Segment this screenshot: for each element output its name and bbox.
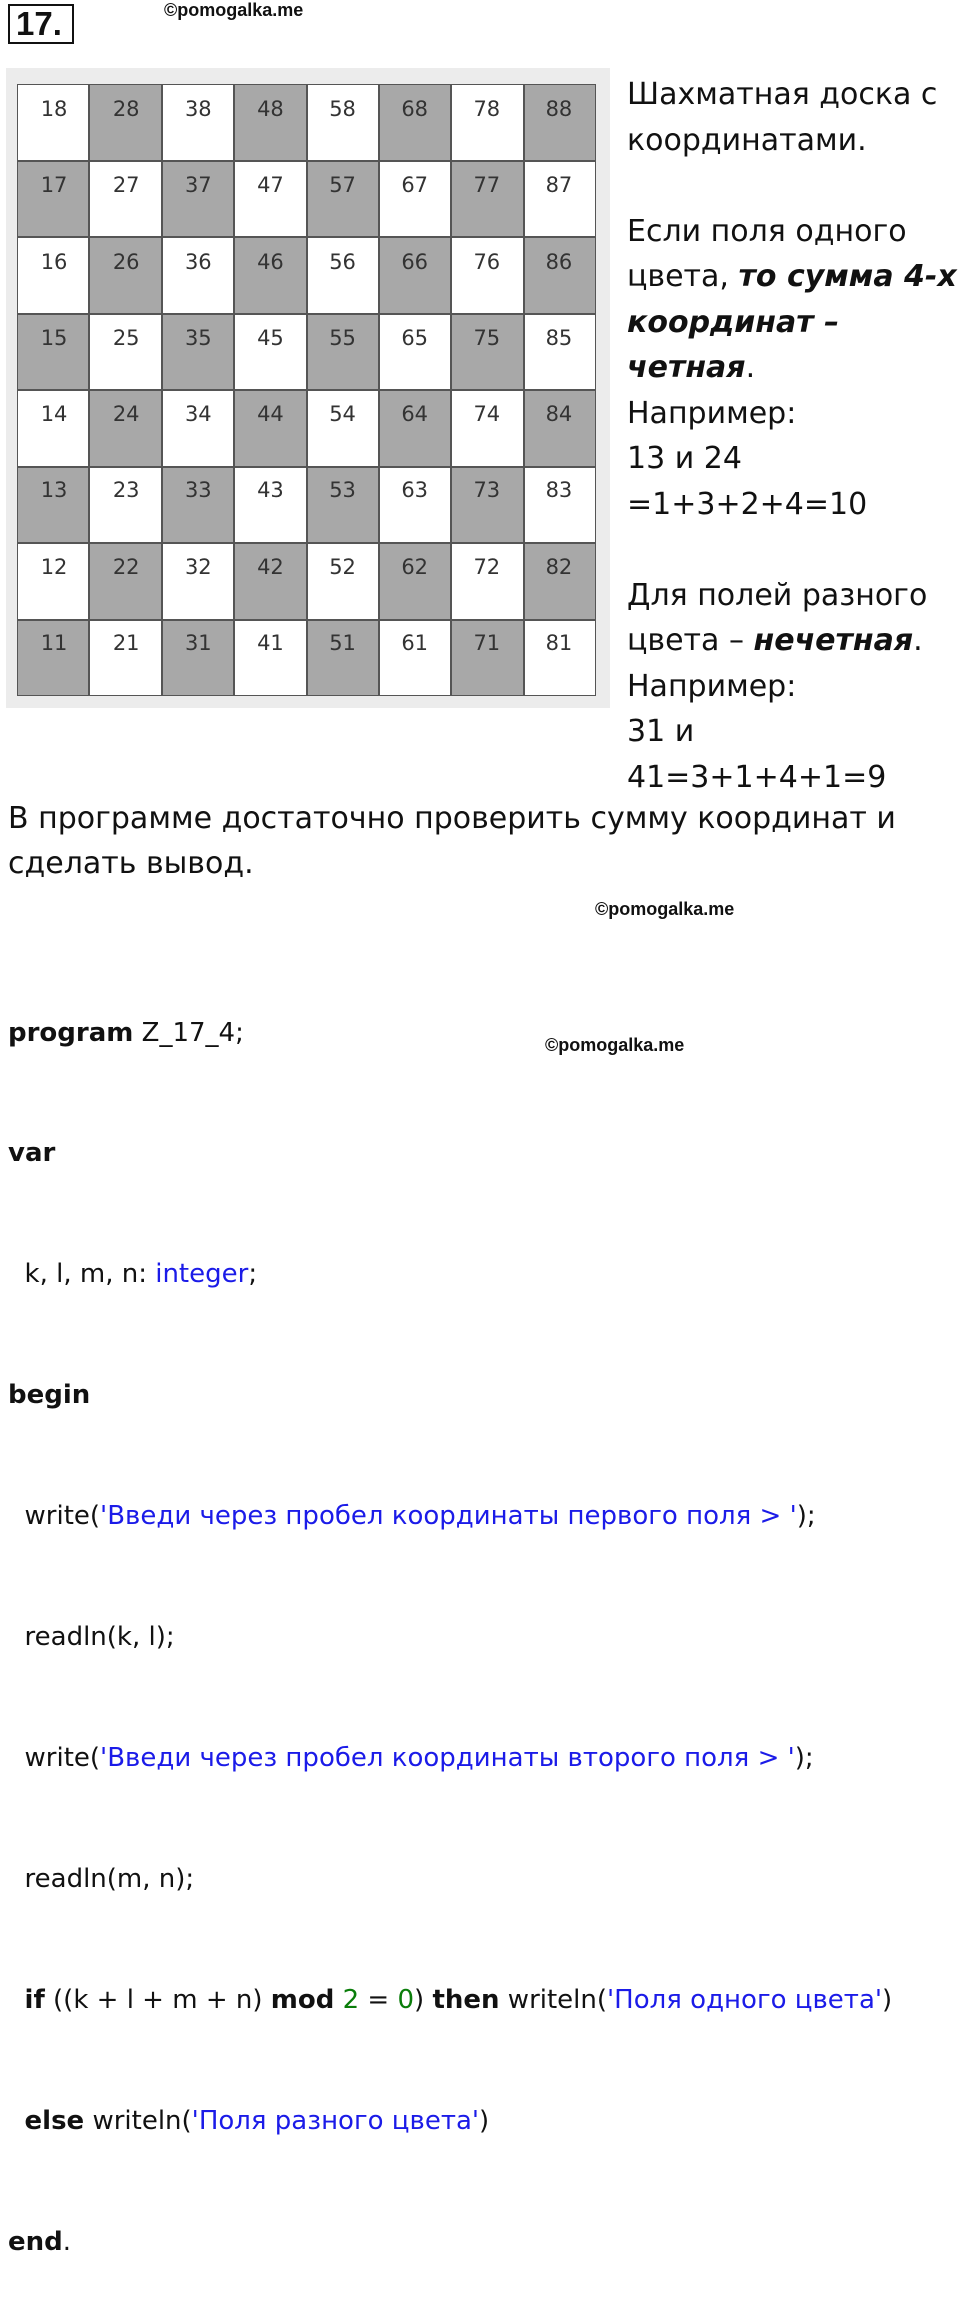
- board-cell: 21: [90, 619, 162, 695]
- board-cell: 56: [307, 238, 379, 314]
- code-line-write-2: [8, 1738, 948, 1778]
- program-intro-line-1: В программе достаточно проверить сумму координат и: [8, 801, 896, 836]
- board-cell: 18: [18, 85, 90, 161]
- same-color-bold-2: четная: [627, 350, 746, 385]
- code-line-readln-2: readln(m, n);: [8, 1863, 195, 1894]
- writeln-call-2: writeln(: [84, 2105, 192, 2136]
- board-cell: 86: [523, 238, 595, 314]
- board-cell: 81: [523, 619, 595, 695]
- string-prompt-1: 'Введи через пробел координаты первого поля > ': [100, 1501, 797, 1532]
- code-line-readln-1: readln(k, l);: [8, 1622, 175, 1653]
- code-line-var: [8, 1133, 948, 1173]
- board-cell: 15: [18, 314, 90, 390]
- board-cell: 51: [307, 619, 379, 695]
- board-cell: 42: [234, 543, 306, 619]
- board-cell: 41: [234, 619, 306, 695]
- diff-color-line-2: [627, 618, 957, 664]
- string-diff-color: 'Поля разного цвета': [191, 2105, 480, 2136]
- board-grid-line: [17, 466, 596, 468]
- board-cell: 77: [451, 161, 523, 237]
- board-cell: 45: [234, 314, 306, 390]
- code-line-program: [8, 1013, 948, 1053]
- board-cell: 74: [451, 390, 523, 466]
- board-cell: 64: [379, 390, 451, 466]
- diff-color-line-1: Для полей разного: [627, 577, 928, 613]
- type-integer: integer: [155, 1259, 249, 1290]
- explanation-title-2: координатами.: [627, 122, 867, 158]
- board-cell: 23: [90, 466, 162, 542]
- board-grid-line: [450, 84, 452, 696]
- task-number: 17.: [8, 4, 74, 44]
- board-cell: 27: [90, 161, 162, 237]
- board-cell: 14: [18, 390, 90, 466]
- same-color-bold-1: то сумма 4-х: [738, 259, 957, 294]
- board-cell: 78: [451, 85, 523, 161]
- num-two: 2: [342, 1984, 360, 2015]
- board-cell: 43: [234, 466, 306, 542]
- board-cell: 83: [523, 466, 595, 542]
- program-intro-line-2: сделать вывод.: [8, 846, 254, 881]
- program-intro: [8, 796, 948, 886]
- board-cell: 82: [523, 543, 595, 619]
- decl-end: ;: [248, 1259, 258, 1290]
- kw-then: then: [432, 1984, 500, 2015]
- example-label-1: Например:: [627, 395, 797, 431]
- board-grid-line: [378, 84, 380, 696]
- program-name: Z_17_4;: [133, 1017, 244, 1048]
- board-cell: 16: [18, 238, 90, 314]
- decl-vars: k, l, m, n:: [8, 1259, 156, 1290]
- board-grid-line: [523, 84, 525, 696]
- board-cell: 84: [523, 390, 595, 466]
- writeln-end-1: ): [882, 1984, 893, 2015]
- code-line-decl: [8, 1254, 948, 1294]
- string-prompt-2: 'Введи через пробел координаты второго поля > ': [100, 1742, 795, 1773]
- kw-end: end: [8, 2226, 63, 2257]
- board-cell: 48: [234, 85, 306, 161]
- board-cell: 73: [451, 466, 523, 542]
- kw-else: else: [24, 2105, 85, 2136]
- board-cell: 24: [90, 390, 162, 466]
- board-cell: 38: [162, 85, 234, 161]
- board-cell: 55: [307, 314, 379, 390]
- kw-program: program: [8, 1017, 134, 1048]
- board-cell: 25: [90, 314, 162, 390]
- code-line-end: [8, 2222, 948, 2262]
- same-color-line-4: [627, 345, 957, 391]
- board-cell: 17: [18, 161, 90, 237]
- code-block: [8, 932, 948, 2302]
- sum-expr: ((k + l + m + n): [44, 1984, 271, 2015]
- diff-color-bold: нечетная: [753, 623, 914, 658]
- board-grid-line: [17, 542, 596, 544]
- board-cell: 57: [307, 161, 379, 237]
- same-color-period: .: [745, 350, 756, 385]
- code-line-begin: [8, 1375, 948, 1415]
- write-end-2: );: [794, 1742, 814, 1773]
- write-call-2: write(: [8, 1742, 101, 1773]
- board-cell: 65: [379, 314, 451, 390]
- write-end-1: );: [796, 1501, 816, 1532]
- op-eq: =: [359, 1984, 398, 2015]
- board-cell: 58: [307, 85, 379, 161]
- example-1: 13 и 24 =1+3+2+4=10: [627, 441, 868, 522]
- board-cell: 72: [451, 543, 523, 619]
- board-cell: 71: [451, 619, 523, 695]
- board-cell: 28: [90, 85, 162, 161]
- kw-var: var: [8, 1138, 56, 1169]
- board-cell: 85: [523, 314, 595, 390]
- kw-begin: begin: [8, 1380, 91, 1411]
- board-cell: 61: [379, 619, 451, 695]
- diff-color-period: .: [913, 623, 923, 658]
- writeln-end-2: ): [479, 2105, 490, 2136]
- board-cell: 47: [234, 161, 306, 237]
- watermark-code: ©pomogalka.me: [545, 1035, 685, 1055]
- code-line-write-1: [8, 1496, 948, 1536]
- board-grid-line: [306, 84, 308, 696]
- watermark-middle: ©pomogalka.me: [595, 899, 735, 919]
- end-period: .: [62, 2226, 72, 2257]
- board-cell: 36: [162, 238, 234, 314]
- explanation-title-1: Шахматная доска с: [627, 77, 938, 112]
- paren-close: ): [414, 1984, 433, 2015]
- board-cell: 63: [379, 466, 451, 542]
- board-cell: 35: [162, 314, 234, 390]
- board-cell: 11: [18, 619, 90, 695]
- board-cell: 26: [90, 238, 162, 314]
- board-cell: 31: [162, 619, 234, 695]
- board-cell: 37: [162, 161, 234, 237]
- board-cell: 66: [379, 238, 451, 314]
- board-cell: 52: [307, 543, 379, 619]
- board-cell: 13: [18, 466, 90, 542]
- same-color-line-2: [627, 254, 957, 300]
- same-color-line-3: координат –: [627, 304, 840, 340]
- board-cell: 22: [90, 543, 162, 619]
- board-cell: 53: [307, 466, 379, 542]
- board-cell: 62: [379, 543, 451, 619]
- board-cell: 32: [162, 543, 234, 619]
- board-cell: 33: [162, 466, 234, 542]
- board-cell: 44: [234, 390, 306, 466]
- watermark-top: ©pomogalka.me: [164, 0, 304, 20]
- same-color-plain: цвета,: [627, 259, 739, 294]
- board-cell: 34: [162, 390, 234, 466]
- kw-if: if: [24, 1984, 45, 2015]
- board-cell: 88: [523, 85, 595, 161]
- string-same-color: 'Поля одного цвета': [607, 1984, 883, 2015]
- board-cell: 46: [234, 238, 306, 314]
- example-2: 31 и 41=3+1+4+1=9: [627, 714, 887, 795]
- board-cell: 76: [451, 238, 523, 314]
- explanation: [627, 72, 957, 800]
- kw-mod: mod: [270, 1984, 335, 2015]
- board-grid-line: [17, 619, 596, 621]
- board-cell: 68: [379, 85, 451, 161]
- board-cell: 75: [451, 314, 523, 390]
- board-cell: 67: [379, 161, 451, 237]
- board-cell: 54: [307, 390, 379, 466]
- same-color-line-1: Если поля одного: [627, 213, 907, 249]
- code-line-else: [8, 2101, 948, 2141]
- code-line-if: [8, 1980, 948, 2020]
- diff-color-plain: цвета –: [627, 623, 754, 658]
- writeln-call-1: writeln(: [499, 1984, 608, 2015]
- num-zero: 0: [397, 1984, 415, 2015]
- example-label-2: Например:: [627, 668, 797, 704]
- board-cell: 87: [523, 161, 595, 237]
- board-cell: 12: [18, 543, 90, 619]
- write-call-1: write(: [8, 1501, 101, 1532]
